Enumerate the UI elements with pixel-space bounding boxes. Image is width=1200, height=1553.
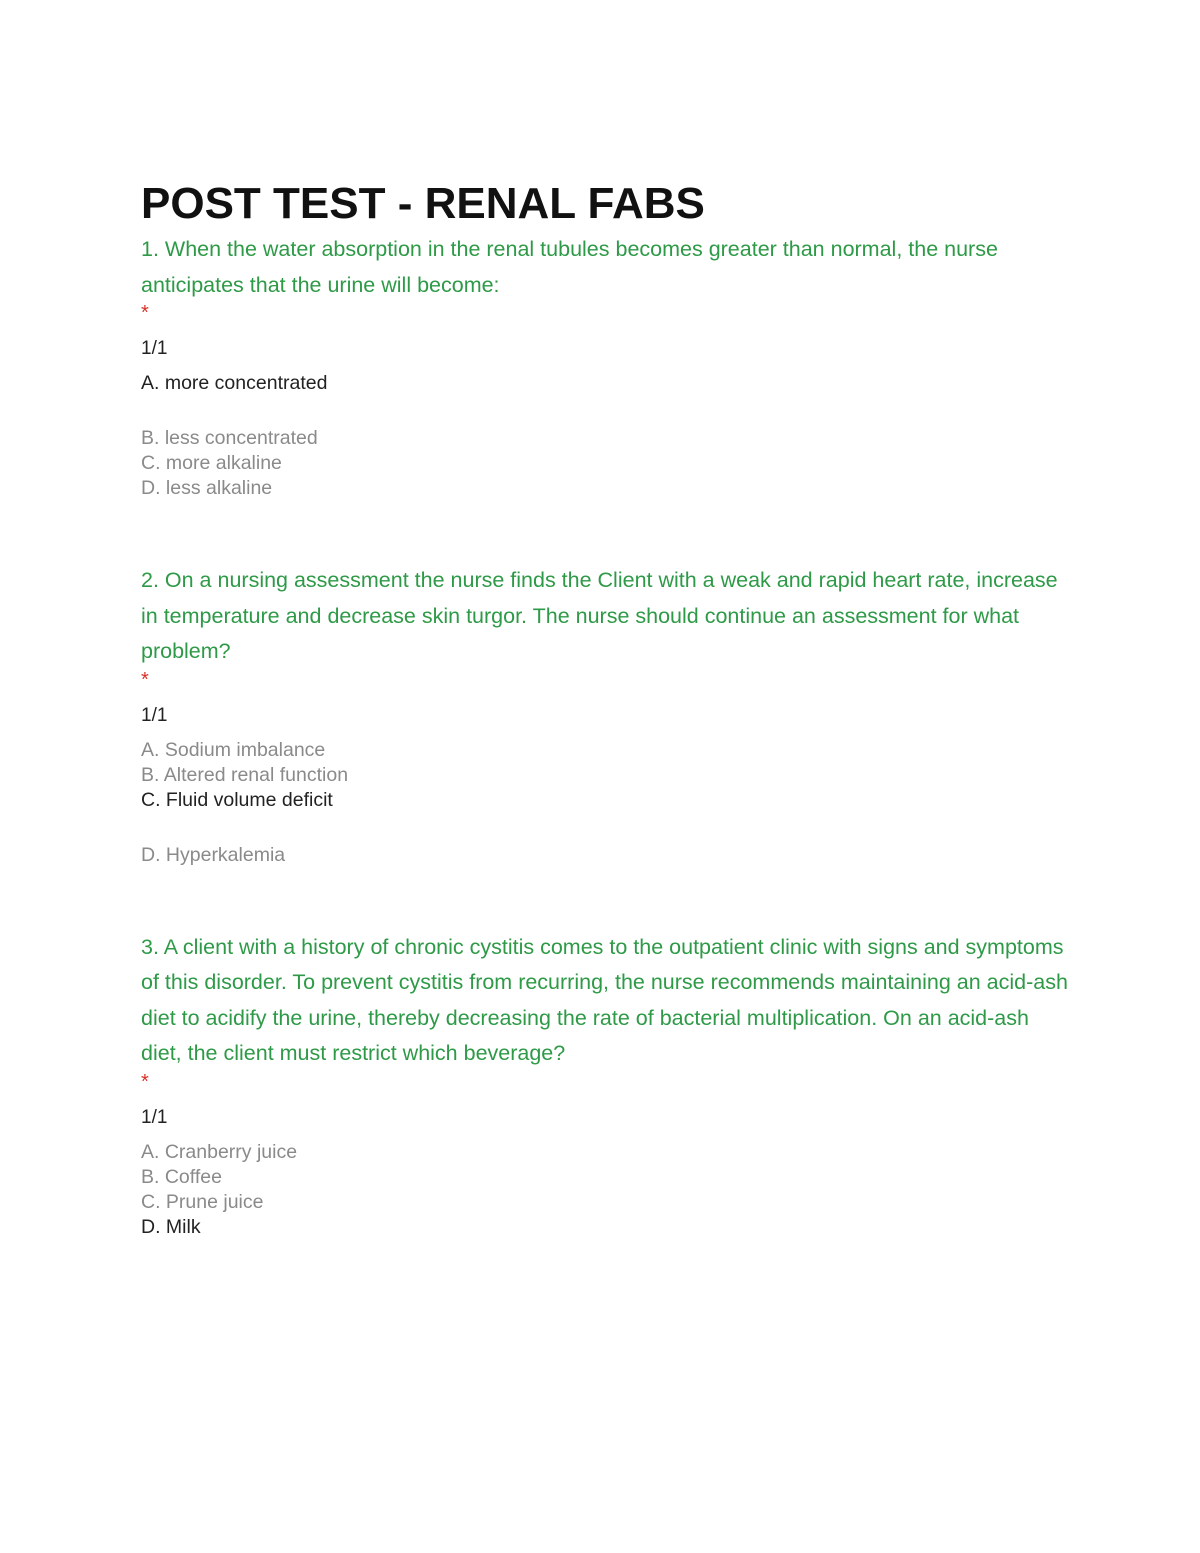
- option-c: C. Prune juice: [141, 1190, 264, 1213]
- question-score: 1/1: [141, 704, 168, 726]
- option-a-selected: A. more concentrated: [141, 372, 328, 394]
- question-text: 3. A client with a history of chronic cystitis comes to the outpatient clinic with signs and symptoms of this disorder. To prevent cystitis from recurring, the nurse recommends maintaining an acid-ash diet to acidify the urine, thereby decreasing the rate of bacterial multiplication. On an acid-ash diet, the client must restrict which beverage?: [141, 934, 1068, 1065]
- option-c-selected: C. Fluid volume deficit: [141, 788, 333, 811]
- document-page: [141, 178, 1071, 1240]
- option-a: A. Sodium imbalance: [141, 738, 326, 761]
- question-text: 1. When the water absorption in the renal tubules becomes greater than normal, the nurse anticipates that the urine will become:: [141, 237, 998, 297]
- option-b: B. Altered renal function: [141, 763, 349, 786]
- required-mark: *: [141, 1070, 149, 1093]
- option-d-selected: D. Milk: [141, 1215, 201, 1238]
- option-d: D. Hyperkalemia: [141, 843, 286, 866]
- option-b: B. less concentrated: [141, 427, 318, 449]
- question-3: [141, 930, 1071, 1240]
- page-title: POST TEST - RENAL FABS: [141, 179, 705, 228]
- required-mark: *: [141, 668, 149, 691]
- question-2: [141, 563, 1071, 868]
- option-b: B. Coffee: [141, 1165, 222, 1188]
- option-c: C. more alkaline: [141, 452, 282, 474]
- question-score: 1/1: [141, 1106, 168, 1128]
- question-text: 2. On a nursing assessment the nurse finds the Client with a weak and rapid heart rate, increase in temperature and decrease skin turgor. The nurse should continue an assessment for what problem?: [141, 568, 1058, 663]
- option-d: D. less alkaline: [141, 477, 273, 499]
- option-a: A. Cranberry juice: [141, 1140, 298, 1163]
- question-1: [141, 232, 1071, 501]
- question-score: 1/1: [141, 338, 168, 359]
- required-mark: *: [141, 302, 149, 324]
